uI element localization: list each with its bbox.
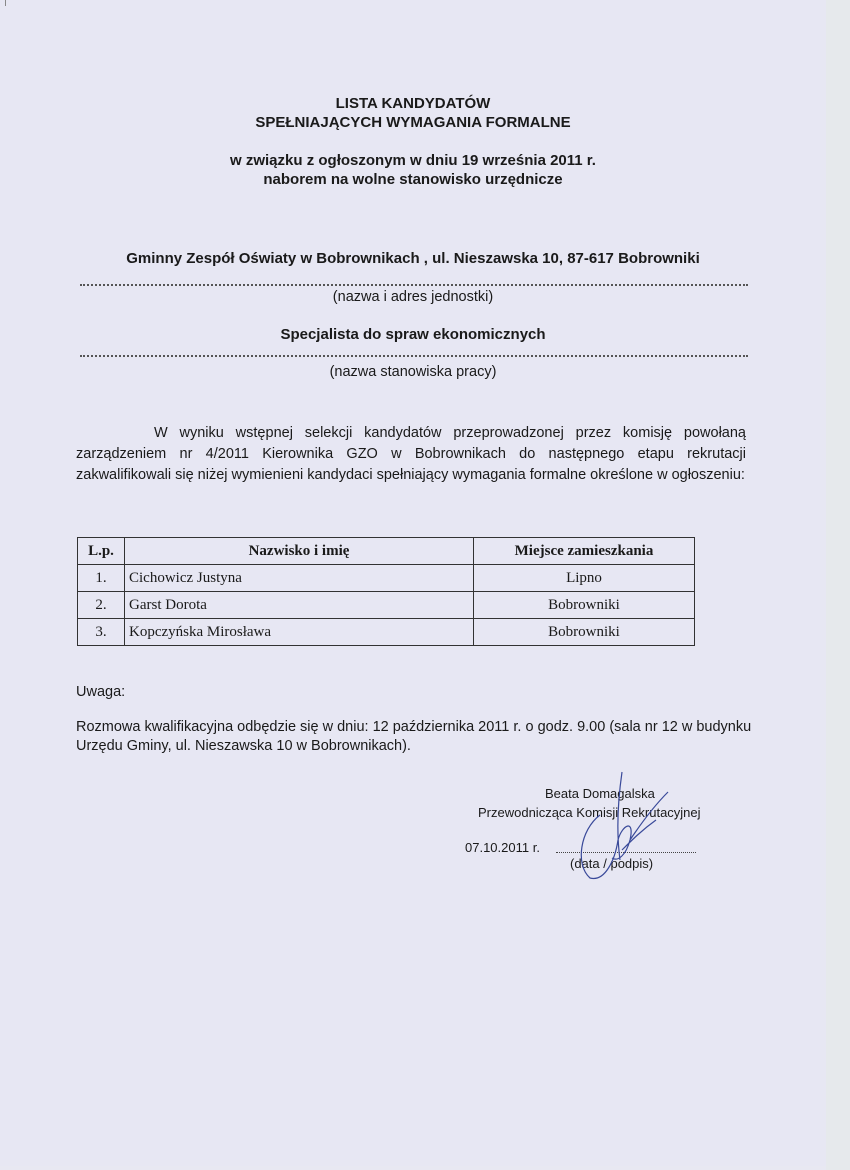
dotted-line — [80, 355, 748, 357]
cell-name: Cichowicz Justyna — [125, 565, 474, 592]
note-label: Uwaga: — [76, 684, 126, 700]
cell-lp: 2. — [78, 592, 125, 619]
intro-paragraph — [76, 423, 746, 486]
document-subtitle-line2: naborem na wolne stanowisko urzędnicze — [263, 171, 563, 188]
cell-lp: 1. — [78, 565, 125, 592]
page-edge — [826, 0, 850, 1170]
note-text: Rozmowa kwalifikacyjna odbędzie się w dniu: 12 października 2011 r. o godz. 9.00 (sala nr 12 w budynku Urzędu Gminy, ul. Nieszawska 10 w Bobrownikach). — [76, 719, 752, 754]
table-header-row — [78, 538, 695, 565]
document-title-line1: LISTA KANDYDATÓW — [335, 95, 491, 112]
signatory-role: Przewodnicząca Komisji Rekrutacyjnej — [478, 805, 701, 820]
handwritten-signature — [560, 770, 680, 885]
header-name: Nazwisko i imię — [125, 538, 474, 565]
scan-mark — [5, 0, 6, 6]
document-title-line2: SPEŁNIAJĄCYCH WYMAGANIA FORMALNE — [255, 114, 571, 131]
cell-name: Garst Dorota — [125, 592, 474, 619]
position-name: Specjalista do spraw ekonomicznych — [280, 326, 546, 343]
cell-name: Kopczyńska Mirosława — [125, 619, 474, 646]
cell-place: Bobrowniki — [474, 619, 695, 646]
cell-place: Lipno — [474, 565, 695, 592]
table-row — [78, 592, 695, 619]
table-row — [78, 619, 695, 646]
signatory-name: Beata Domagalska — [545, 786, 655, 801]
position-caption: (nazwa stanowiska pracy) — [329, 364, 497, 380]
document-subtitle-line1: w związku z ogłoszonym w dniu 19 września 2011 r. — [230, 152, 596, 169]
cell-place: Bobrowniki — [474, 592, 695, 619]
signature-caption: (data / podpis) — [570, 856, 654, 871]
signature-stroke — [581, 772, 668, 878]
dotted-line — [80, 284, 748, 286]
cell-lp: 3. — [78, 619, 125, 646]
header-lp: L.p. — [78, 538, 125, 565]
signature-date: 07.10.2011 r. — [465, 840, 540, 855]
table-row — [78, 565, 695, 592]
candidates-table — [77, 537, 695, 646]
header-place: Miejsce zamieszkania — [474, 538, 695, 565]
unit-name: Gminny Zespół Oświaty w Bobrownikach , ul. Nieszawska 10, 87-617 Bobrowniki — [126, 250, 700, 267]
intro-paragraph-text: W wyniku wstępnej selekcji kandydatów przeprowadzonej przez komisję powołaną zarządzeniem nr 4/2011 Kierownika GZO w Bobrownikach do następnego etapu rekrutacji zakwalifikowali się niżej wymienieni kandydaci spełniający wymagania formalne określone w ogłoszeniu: — [76, 425, 746, 483]
unit-caption: (nazwa i adres jednostki) — [332, 289, 494, 305]
